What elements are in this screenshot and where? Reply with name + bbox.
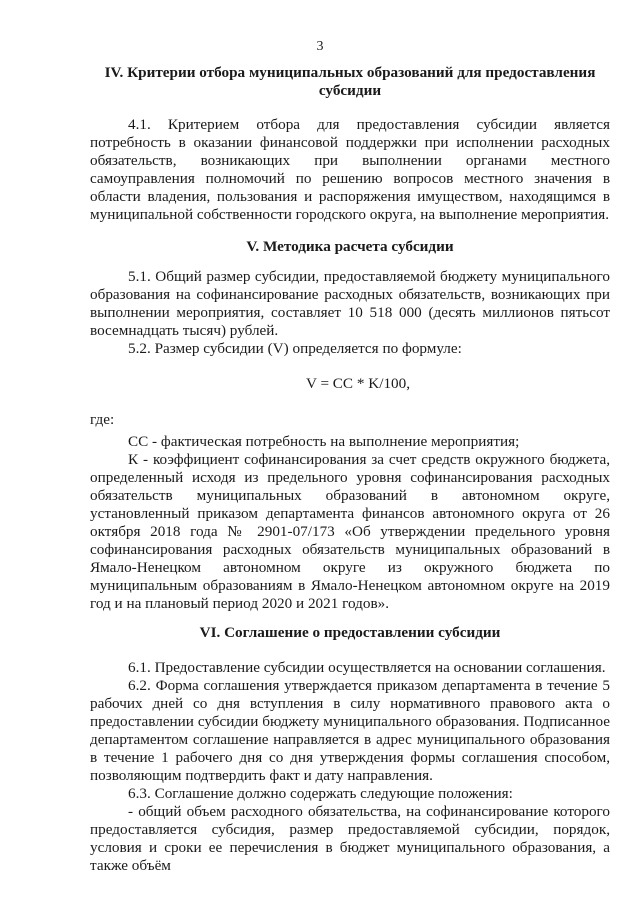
paragraph-6-4: - общий объем расходного обязательства, на софинансирование которого предоставляется субсидия, размер предоставляемой субсидии, порядок, условия и сроки ее перечисления в бюджет муниципального образования, а также объём [90, 803, 610, 874]
page-number: 3 [316, 39, 324, 54]
paragraph-6-1: 6.1. Предоставление субсидии осуществляется на основании соглашения. [128, 659, 606, 676]
section-4 [90, 64, 610, 224]
paragraph-4-1: 4.1. Критерием отбора для предоставления субсидии является потребность в оказании финансовой поддержки при исполнении расходных обязательств, возникающих при выполнении органами местного самоуправления полномочий по решению вопросов местного значения в области владения, пользования и распоряжения имуществом, находящимся в муниципальной собственности городского округа, на выполнение мероприятия. [90, 116, 610, 223]
section-4-heading: IV. Критерии отбора муниципальных образований для предоставления субсидии [104, 64, 596, 99]
section-5 [90, 238, 610, 613]
section-6 [90, 624, 610, 875]
section-5-heading: V. Методика расчета субсидии [246, 238, 454, 255]
where-label: где: [90, 411, 115, 428]
formula: V = CC * K/100, [305, 375, 411, 392]
paragraph-5-2: 5.2. Размер субсидии (V) определяется по формуле: [128, 340, 462, 357]
paragraph-5-1: 5.1. Общий размер субсидии, предоставляемой бюджету муниципального образования на софинансирование расходных обязательств, возникающих при выполнении мероприятия, составляет 10 518 000 (десять миллионов пятьсот восемнадцать тысяч) рублей. [90, 268, 610, 339]
paragraph-6-2: 6.2. Форма соглашения утверждается приказом департамента в течение 5 рабочих дней со дня вступления в силу нормативного правового акта о предоставлении субсидии бюджету муниципального образования. Подписанное департаментом соглашение направляется в адрес муниципального образования в течение 1 рабочего дня со дня утверждения формы соглашения способом, позволяющим подтвердить факт и дату направления. [90, 677, 610, 784]
section-6-heading: VI. Соглашение о предоставлении субсидии [199, 624, 501, 641]
k-definition: К - коэффициент софинансирования за счет средств окружного бюджета, определенный исходя из предельного уровня софинансирования расходных обязательств муниципальных образований в автономном округе, установленный приказом департамента финансов автономного округа от 26 октября 2018 года № 2901-07/173 «Об утверждении предельного уровня софинансирования расходных обязательств муниципальных образований в Ямало-Ненецком автономном округе из окружного бюджета по муниципальным образованиям в Ямало-Ненецком автономном округе на 2019 год и на плановый период 2020 и 2021 годов». [90, 451, 610, 612]
paragraph-6-3: 6.3. Соглашение должно содержать следующие положения: [128, 785, 513, 802]
cc-definition: CC - фактическая потребность на выполнение мероприятия; [128, 433, 520, 450]
